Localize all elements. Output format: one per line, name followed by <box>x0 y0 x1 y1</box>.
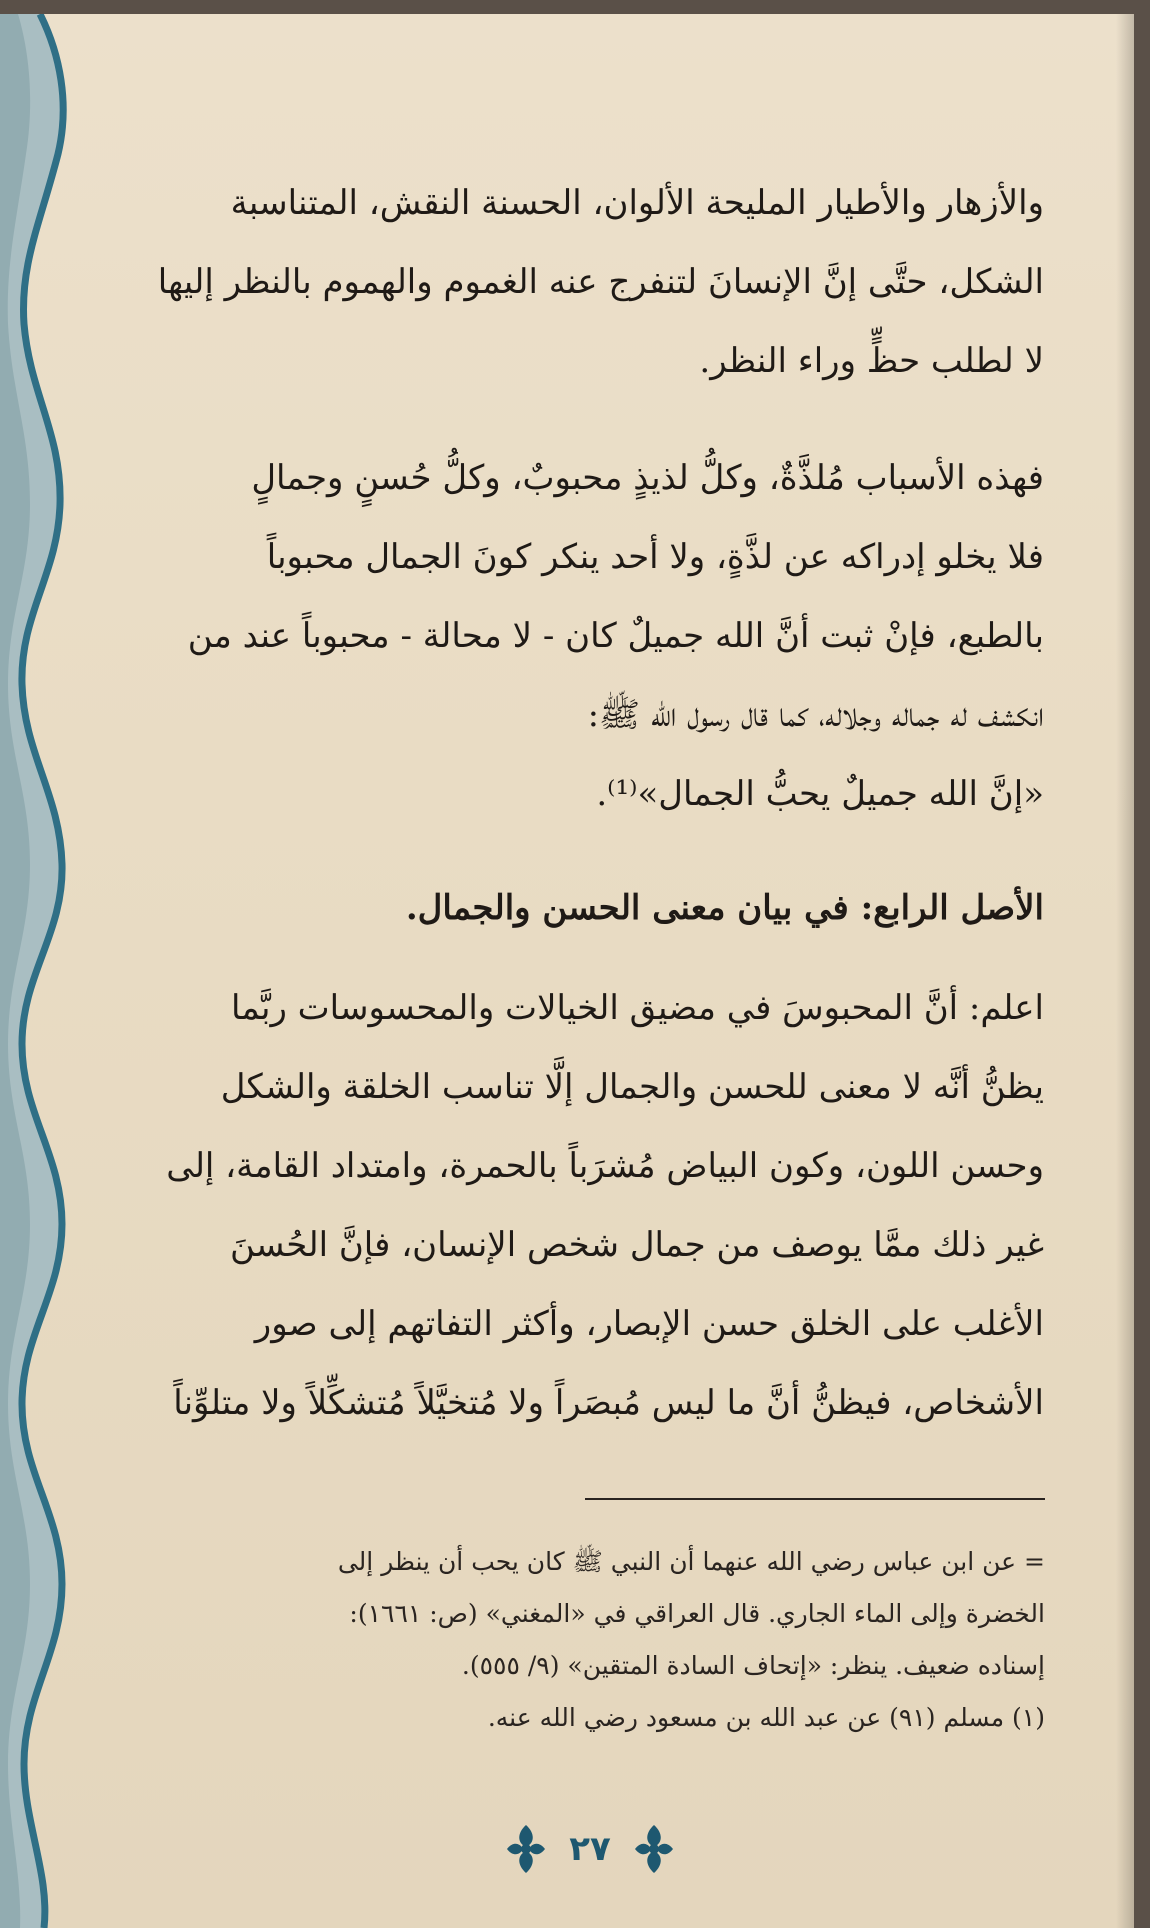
text-line: الشكل، حتَّى إنَّ الإنسانَ لتنفرج عنه الغموم والهموم بالنظر إليها <box>157 262 1044 302</box>
text-line: انكشف له جماله وجلاله، كما قال رسول الله ﷺ: <box>587 695 1044 735</box>
page-number-block <box>490 1819 690 1879</box>
footnote-line: إسناده ضعيف. ينظر: «إتحاف السادة المتقين» (٩/ ٥٥٥). <box>461 1651 1045 1680</box>
footnotes <box>125 1536 1045 1744</box>
text-line: اعلم: أنَّ المحبوسَ في مضيق الخيالات والمحسوسات ربَّما <box>230 988 1044 1028</box>
text-line: لا لطلب حظٍّ وراء النظر. <box>699 341 1044 381</box>
fleuron-icon <box>633 1823 675 1875</box>
footnote-line: الخضرة وإلى الماء الجاري. قال العراقي في «المغني» (ص: ١٦٦١): <box>349 1599 1045 1628</box>
heading-text: الأصل الرابع: في بيان معنى الحسن والجمال. <box>405 888 1044 928</box>
text-line: فلا يخلو إدراكه عن لذَّةٍ، ولا أحد ينكر كونَ الجمال محبوباً <box>266 537 1044 577</box>
paragraph-3 <box>120 969 1044 1443</box>
footnote-line: = عن ابن عباس رضي الله عنهما أن النبي ﷺ كان يحب أن ينظر إلى <box>337 1547 1045 1576</box>
text-line: الأشخاص، فيظنُّ أنَّ ما ليس مُبصَراً ولا مُتخيَّلاً مُتشكِّلاً ولا متلوِّناً <box>173 1383 1044 1423</box>
page-edge-shadow <box>1116 14 1134 1928</box>
text-line: «إنَّ الله جميلٌ يحبُّ الجمال»⁽¹⁾. <box>596 774 1044 814</box>
section-heading <box>120 869 1044 948</box>
footnote-line: (١) مسلم (٩١) عن عبد الله بن مسعود رضي الله عنه. <box>487 1703 1045 1732</box>
text-line: فهذه الأسباب مُلذَّةٌ، وكلُّ لذيذٍ محبوبٌ، وكلُّ حُسنٍ وجمالٍ <box>251 458 1044 498</box>
paragraph-2 <box>120 439 1044 834</box>
paragraph-1 <box>120 164 1044 401</box>
book-page <box>0 14 1134 1928</box>
footnote-divider <box>585 1498 1045 1500</box>
fleuron-icon <box>505 1823 547 1875</box>
text-line: الأغلب على الخلق حسن الإبصار، وأكثر التفاتهم إلى صور <box>254 1304 1044 1344</box>
text-line: بالطبع، فإنْ ثبت أنَّ الله جميلٌ كان - لا محالة - محبوباً عند من <box>187 616 1044 656</box>
text-line: وحسن اللون، وكون البياض مُشرَباً بالحمرة، وامتداد القامة، إلى <box>166 1146 1044 1186</box>
page-number: ٢٧ <box>569 1829 611 1869</box>
text-line: والأزهار والأطيار المليحة الألوان، الحسنة النقش، المتناسبة <box>230 183 1044 223</box>
text-line: غير ذلك ممَّا يوصف من جمال شخص الإنسان، فإنَّ الحُسنَ <box>230 1225 1044 1265</box>
text-line: يظنُّ أنَّه لا معنى للحسن والجمال إلَّا تناسب الخلقة والشكل <box>220 1067 1044 1107</box>
decorative-border-icon <box>0 14 90 1928</box>
